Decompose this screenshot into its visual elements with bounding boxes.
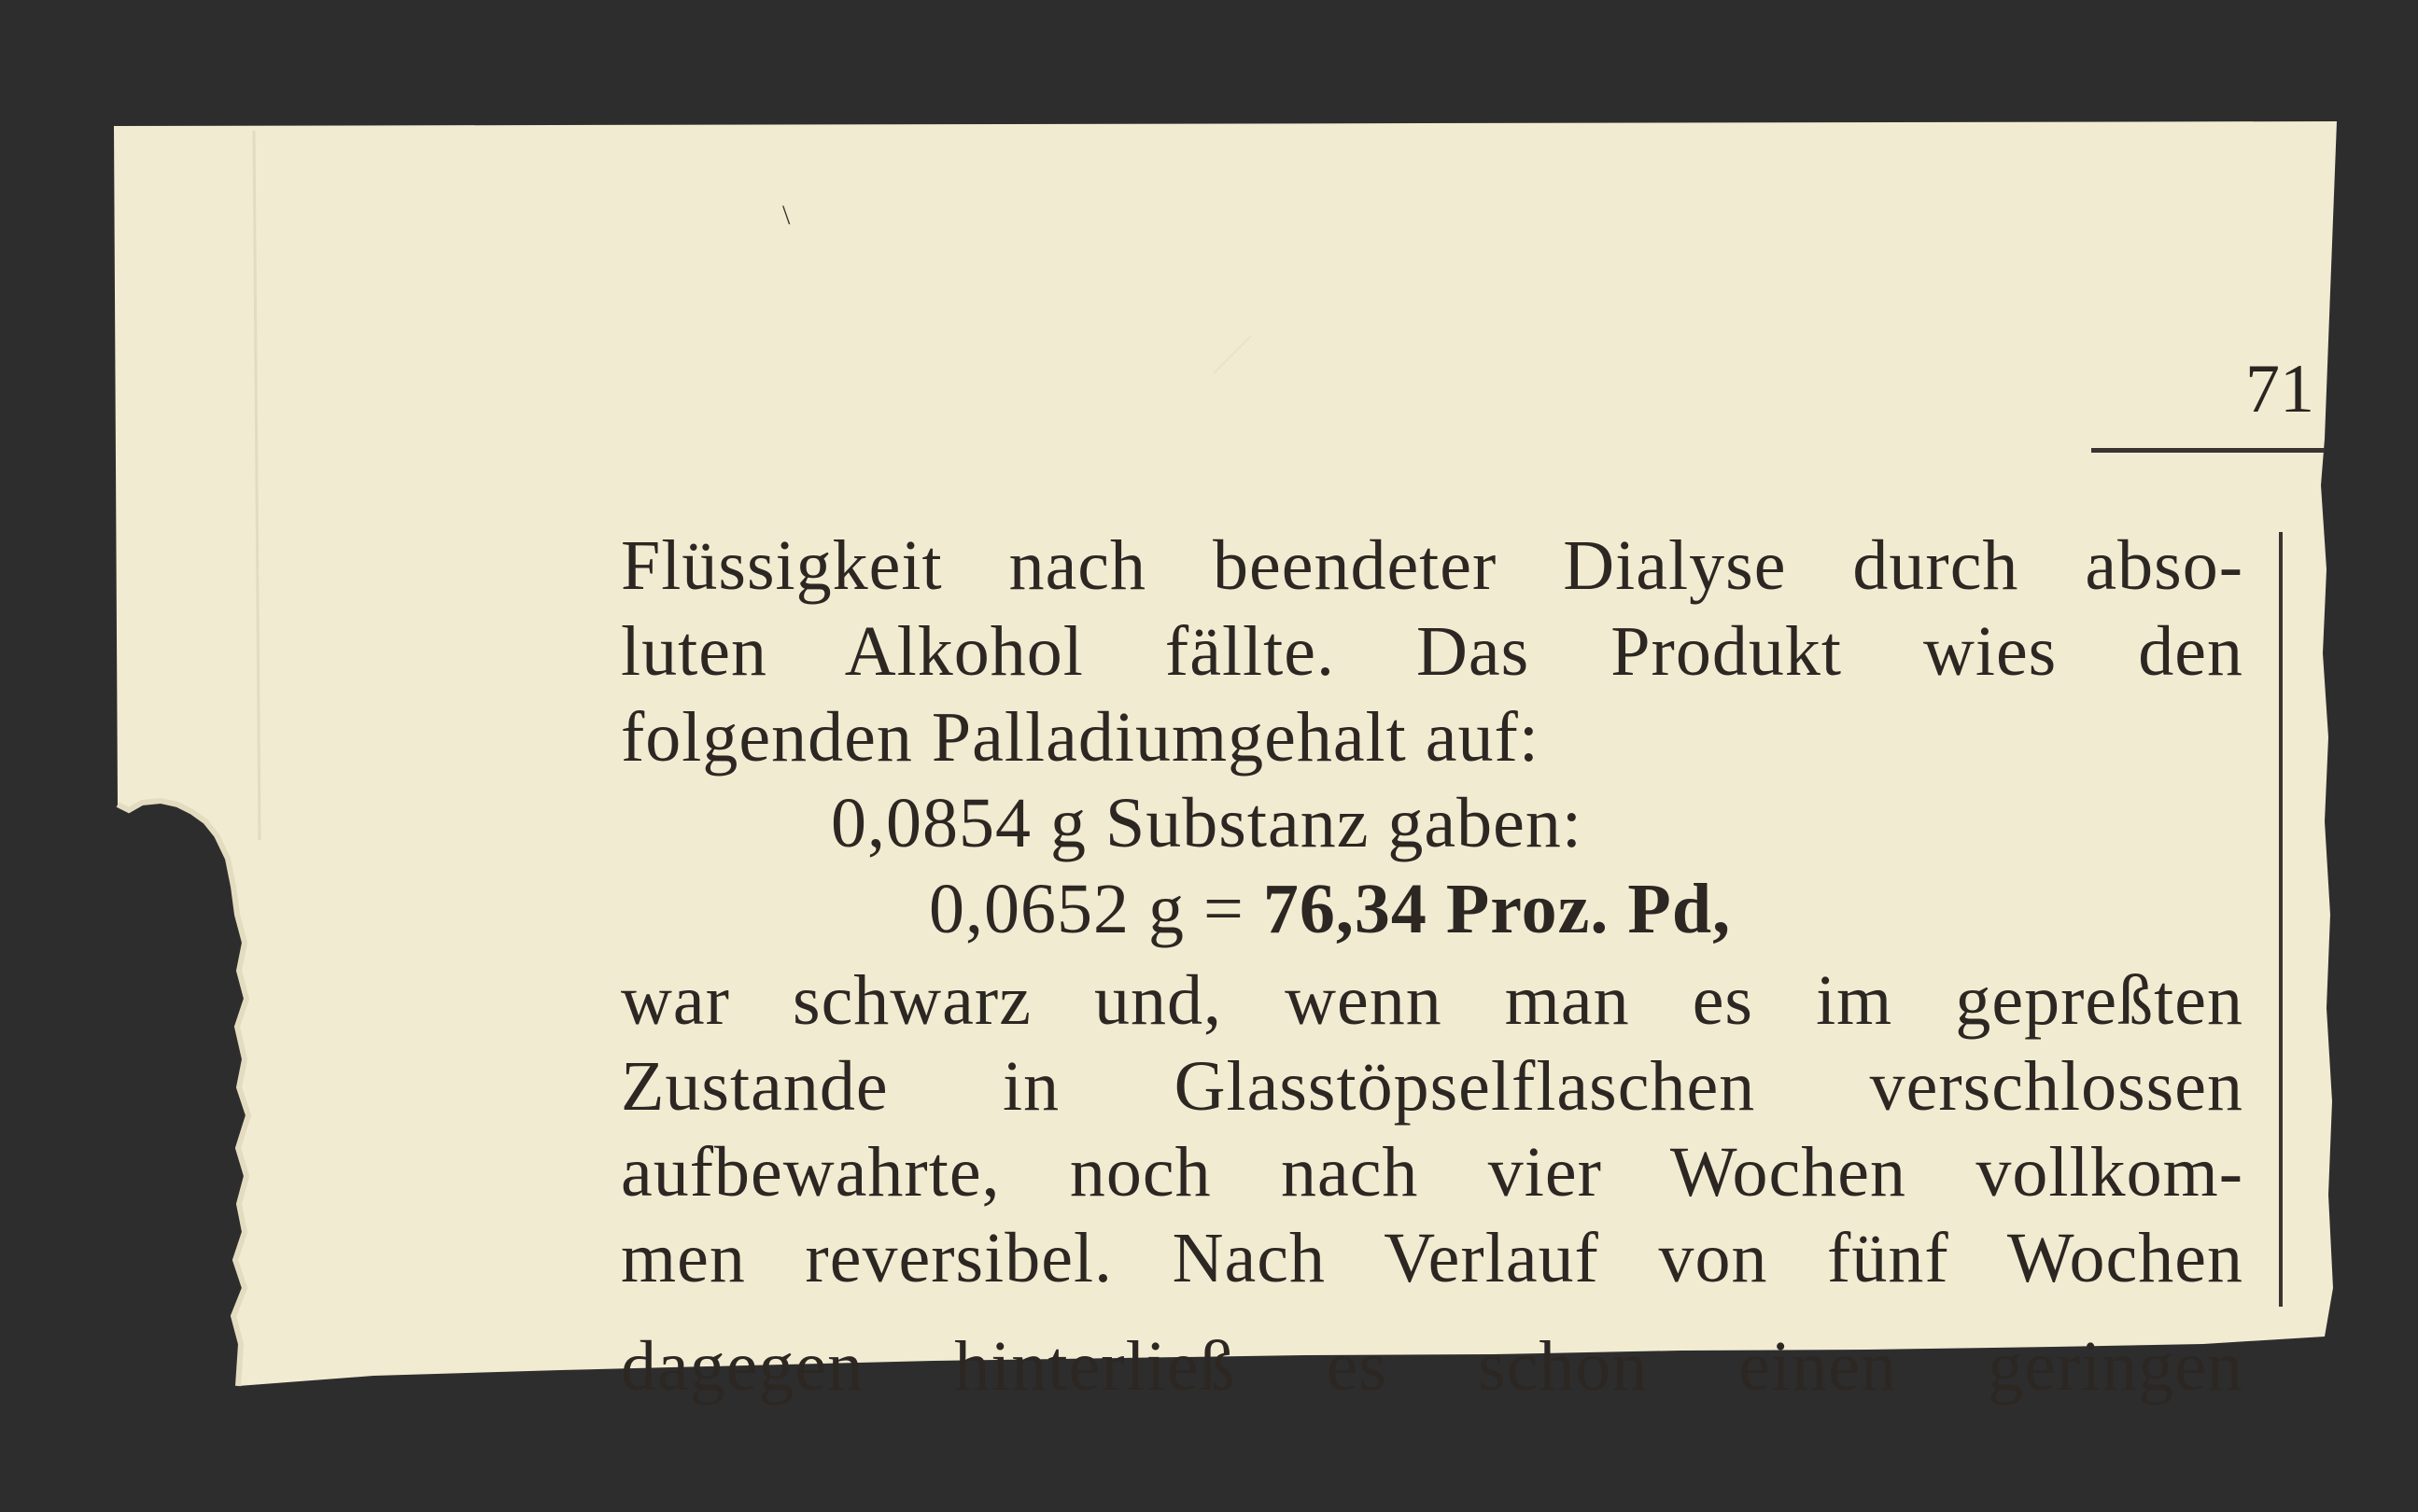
stray-mark: \	[782, 200, 791, 231]
column-rule	[2279, 532, 2283, 1307]
body-line: men reversibel. Nach Verlauf von fünf Wochen	[621, 1219, 2243, 1297]
body-line: folgenden Palladiumgehalt auf:	[621, 698, 1539, 777]
body-line: Flüssigkeit nach beendeter Dialyse durch abso-	[621, 526, 2243, 605]
result-percentage: 76,34 Proz. Pd,	[1262, 870, 1732, 948]
page-number: 71	[2245, 351, 2314, 427]
body-line: Zustande in Glasstöpselflaschen verschlossen	[621, 1047, 2243, 1126]
result-line	[621, 866, 2243, 952]
body-line: war schwarz und, wenn man es im gepreßten	[621, 961, 2243, 1040]
cut-off-text: dagegen hinterließ es schon einen geringen	[621, 1327, 2243, 1406]
cut-off-line	[621, 1323, 2243, 1406]
header-rule	[2091, 448, 2325, 453]
body-line: luten Alkohol fällte. Das Produkt wies den	[621, 612, 2243, 691]
result-value: 0,0652 g =	[929, 870, 1263, 948]
body-text	[621, 523, 2243, 1301]
measurement-line: 0,0854 g Substanz gaben:	[831, 784, 1583, 862]
body-line: aufbewahrte, noch nach vier Wochen vollkom-	[621, 1133, 2243, 1211]
